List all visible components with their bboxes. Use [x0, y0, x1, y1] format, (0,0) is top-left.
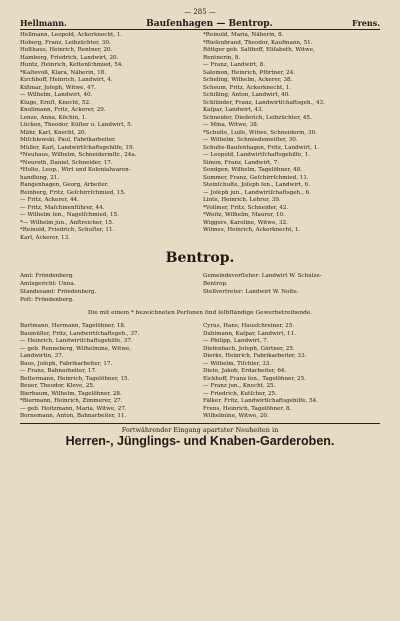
- header-right: Frens.: [352, 18, 380, 28]
- directory-entry: Diefenbach, Joſeph, Gärtner, 25.: [203, 345, 295, 352]
- directory-entry: Lenze, Anna, Köchin, 1.: [20, 114, 87, 121]
- directory-entry: Bentrop.: [203, 281, 228, 287]
- directory-entry: handlung, 21.: [20, 174, 60, 181]
- directory-entry: Reinberg, Fritz, Geſchirrſchmied, 15.: [20, 189, 126, 196]
- official-info: [20, 272, 380, 304]
- directory-entry: Poſt: Fröndenberg.: [20, 297, 74, 303]
- lower-right-column: [203, 323, 380, 421]
- header-center: Bauſenhagen — Bentrop.: [146, 19, 273, 29]
- directory-entry: Hamberg, Friedrich, Landwirt, 20.: [20, 54, 119, 61]
- directory-entry: Eickhoff, Franz ſen., Tagelöhner, 25.: [203, 375, 306, 382]
- directory-entry: Schulte-Bauſenhagen, Fritz, Landwirt, 1.: [203, 144, 320, 151]
- directory-entry: Stellvertreter: Landwirt W. Nolte.: [203, 289, 299, 295]
- directory-entry: Baumüller, Fritz, Landwirtſchaftsgeh., 37.: [20, 330, 140, 337]
- directory-entry: Kaſpar, Landwirt, 43.: [203, 107, 264, 113]
- directory-entry: Bettermann, Heinrich, Tagelöhner, 15.: [20, 375, 130, 382]
- directory-entry: Steinſchulte, Joſeph ſen., Landwirt, 6.: [203, 182, 310, 188]
- directory-entry: Hoberg, Franz, Leibzüchter, 30.: [20, 39, 111, 46]
- info-left-column: [20, 272, 197, 304]
- directory-entry: Bartmann, Hermann, Tagelöhner, 18.: [20, 323, 126, 329]
- directory-entry: Frens, Heinrich, Tagelöhner, 8.: [203, 405, 292, 412]
- directory-entry: Schilling, Anton, Landwirt, 40.: [203, 92, 291, 98]
- directory-entry: Kirchhoff, Heinrich, Landwirt, 4.: [20, 77, 113, 83]
- directory-entry: *Rieſenbrand, Theodor, Kaufmann, 51.: [203, 39, 313, 46]
- directory-entry: — geb. Hoitzmann, Maria, Witwe, 27.: [20, 405, 127, 412]
- directory-entry: — Wilhelm ſen., Nagelſchmied, 15.: [20, 212, 119, 218]
- directory-entry: Bierbaum, Wilhelm, Tagelöhner, 28.: [20, 390, 122, 397]
- upper-entries: [20, 32, 380, 242]
- directory-entry: *Reinold, Maria, Näherin, 8.: [203, 32, 284, 38]
- directory-entry: Diete, Jakob, Erdarbeiter, 64.: [203, 368, 287, 374]
- directory-entry: *Biermann, Heinrich, Zimmerer, 27.: [20, 398, 123, 404]
- directory-entry: Landwirtin, 37.: [20, 353, 64, 359]
- directory-entry: — Franz, Bahnarbeiter, 17.: [20, 368, 97, 374]
- directory-entry: Gemeindevorſteher: Landwirt W. Schulze-: [203, 273, 322, 279]
- directory-entry: *Holte, Leop., Wirt und Kolonialwaren-: [20, 167, 131, 173]
- directory-entry: Scheum, Fritz, Ackerknecht, 1.: [203, 84, 292, 91]
- directory-entry: Hellmann, Leopold, Ackerknecht, 1.: [20, 32, 123, 38]
- directory-entry: *Weitz, Wilhelm, Maurer, 10.: [203, 212, 285, 218]
- directory-entry: — Wilhelm, Landwirt, 40.: [20, 92, 93, 98]
- directory-entry: *Neuhaus, Wilhelm, Schneidermſtr., 24a.: [20, 152, 137, 158]
- directory-entry: Standesamt: Fröndenberg.: [20, 289, 97, 295]
- directory-entry: *— Wilhelm jun., Anſtreicher, 15.: [20, 219, 114, 226]
- directory-entry: Fälker, Fritz, Landwirtſchaftsgehilfe, 54.: [203, 398, 319, 404]
- directory-entry: Wiggers, Karoline, Witwe, 32.: [203, 219, 288, 226]
- footnote: Die mit einem * bezeichneten Perſonen ſind ſelbſtändige Gewerbetreibende.: [87, 310, 313, 316]
- directory-entry: *Vollmer, Fritz, Schneider, 42.: [203, 204, 289, 211]
- upper-right-column: [203, 32, 380, 242]
- directory-entry: — geb. Renneberg, Wilhelmine, Witwe,: [20, 345, 132, 352]
- directory-entry: Röttger geb. Salthoff, Eliſabeth, Witwe,: [203, 47, 315, 53]
- directory-entry: — Fritz, Maſchinenführer, 44.: [20, 204, 105, 211]
- directory-entry: Scheling, Wilhelm, Ackerer, 38.: [203, 77, 293, 83]
- directory-entry: Kluge, Ernſt, Knecht, 52.: [20, 99, 91, 106]
- directory-entry: — Fritz, Ackerer, 44.: [20, 197, 79, 203]
- advertisement-line-2: Herren-, Jünglings- und Knaben-Garderoben.: [65, 433, 335, 448]
- directory-entry: Dierks, Heinrich, Fabrikarbeiter, 33.: [203, 353, 307, 359]
- section-title: Bentrop.: [165, 250, 235, 266]
- page-number: — 285 —: [184, 8, 216, 16]
- directory-entry: Mähr, Karl, Knecht, 20.: [20, 129, 87, 136]
- directory-entry: Amtsgericht: Unna.: [20, 281, 76, 287]
- lower-entries: [20, 323, 380, 421]
- directory-entry: Huntz, Heinrich, Kettenſchmied, 54.: [20, 62, 124, 68]
- directory-entry: Schneider, Diederich, Leibzüchter, 45.: [203, 114, 312, 121]
- info-right-column: [203, 272, 380, 304]
- lower-left-column: [20, 323, 197, 421]
- directory-entry: — Franz jun., Knecht, 25.: [203, 383, 276, 389]
- directory-entry: Cyrus, Hans, Hausſchreiner, 25.: [203, 323, 295, 329]
- directory-entry: *Kaltevoß, Klara, Näherin, 18.: [20, 69, 107, 76]
- directory-entry: Sondgen, Wilhelm, Tagelöhner, 48.: [203, 167, 302, 173]
- directory-entry: Simon, Franz, Landwirt, 7.: [203, 159, 280, 166]
- upper-left-column: [20, 32, 197, 242]
- directory-entry: — Wilhelm, Schmiedemeiſter, 30.: [203, 137, 298, 143]
- directory-entry: Baus, Joſeph, Fabrikarbeiter, 17.: [20, 360, 113, 367]
- directory-entry: Beuer, Theodor, Kleve, 25.: [20, 383, 95, 389]
- directory-entry: Sommer, Franz, Geſchirrſchmied, 11.: [203, 174, 309, 181]
- directory-entry: Rentnerin, 8.: [203, 54, 241, 61]
- advertisement-line-1: Fortwährender Eingang apartster Neuheiten in: [20, 423, 380, 434]
- directory-entry: Wilhelmine, Witwe, 20.: [203, 413, 269, 419]
- directory-entry: — Philipp, Landwirt, 7.: [203, 338, 269, 344]
- directory-entry: Kißmar, Joſeph, Witwe, 47.: [20, 84, 96, 91]
- directory-entry: Miſchlewski, Paul, Fabrikarbeiter.: [20, 137, 116, 143]
- running-header: [20, 17, 380, 30]
- directory-entry: Karl, Ackerer, 13.: [20, 234, 70, 241]
- directory-entry: — Heinrich, Landwirtſchaftsgehilfe, 37.: [20, 338, 133, 344]
- directory-entry: — Joſeph jun., Landwirtſchaftsgeh., 6.: [203, 189, 311, 196]
- directory-entry: — Franz, Landwirt, 8.: [203, 62, 265, 68]
- directory-entry: Bornemann, Anton, Bahnarbeiter, 11.: [20, 413, 127, 419]
- directory-entry: *Schulte, Luiſe, Witwe, Schneiderin, 30.: [203, 129, 317, 136]
- directory-entry: Schlünder, Franz, Landwirtſchaftsgeh., 43.: [203, 99, 325, 106]
- header-left: Hellmann.: [20, 18, 67, 28]
- directory-entry: Müller, Karl, Landwirtſchaftsgehilfe, 19.: [20, 144, 135, 151]
- directory-entry: Amt: Fröndenberg.: [20, 273, 75, 279]
- directory-entry: Lücken, Theodor, Küſter u. Landwirt, 5.: [20, 122, 133, 128]
- directory-entry: — Wilhelm, Tiſchler, 33.: [203, 360, 272, 367]
- directory-entry: — Friedrich, Kutſcher, 25.: [203, 390, 277, 397]
- directory-entry: Holthaus, Heinrich, Rentner, 20.: [20, 47, 113, 53]
- directory-entry: Salomon, Heinrich, Pförtner, 24.: [203, 69, 296, 76]
- directory-entry: Linte, Heinrich, Lehrer, 39.: [203, 197, 281, 203]
- directory-entry: — Mina, Witwe, 38.: [203, 122, 259, 128]
- directory-entry: *Reinold, Friedrich, Schuſter, 11.: [20, 227, 115, 233]
- directory-entry: Dahlmann, Kaſpar, Landwirt, 11.: [203, 330, 296, 337]
- directory-entry: *Neuroth, Daniel, Schneider, 17.: [20, 159, 113, 166]
- directory-entry: — Leopold, Landwirtſchaftsgehilfe, 1.: [203, 152, 311, 158]
- directory-entry: Knollmann, Fritz, Ackerer, 29.: [20, 107, 106, 113]
- directory-entry: Wilmes, Heinrich, Ackerknecht, 1.: [203, 227, 301, 233]
- directory-entry: Rangenhagen, Georg, Arbeiter.: [20, 182, 109, 188]
